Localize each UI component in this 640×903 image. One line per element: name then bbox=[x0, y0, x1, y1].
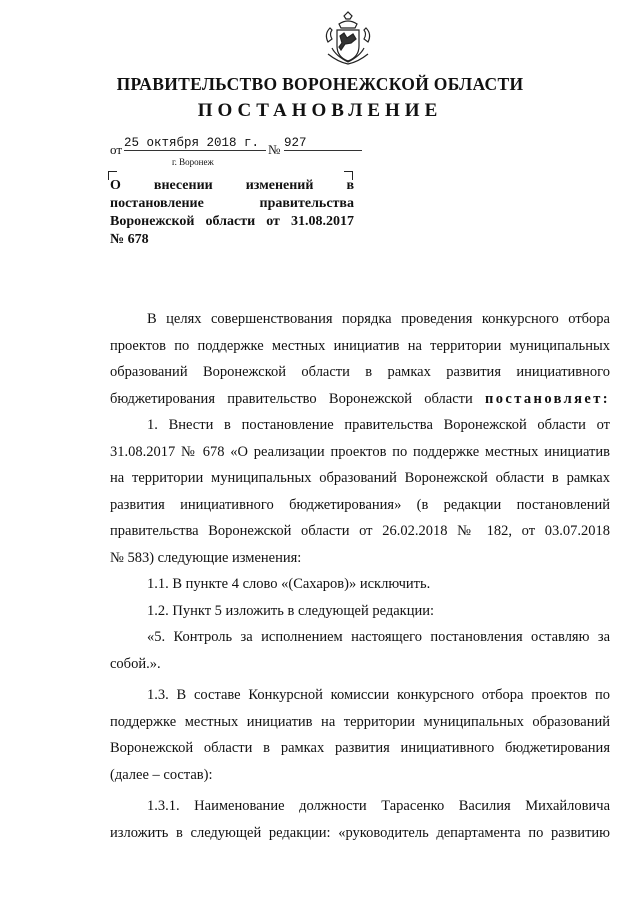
subject-line: постановление правительства bbox=[110, 196, 354, 211]
body-line: Воронежской области в рамках развития инициативного бюджетирования bbox=[110, 740, 610, 756]
body-line: 1. Внести в постановление правительства Воронежской области от bbox=[147, 417, 610, 433]
document-number: 927 bbox=[284, 136, 362, 151]
city-label: г. Воронеж bbox=[172, 157, 214, 167]
organization-title: ПРАВИТЕЛЬСТВО ВОРОНЕЖСКОЙ ОБЛАСТИ bbox=[116, 74, 524, 94]
date-number-line bbox=[110, 136, 370, 156]
body-line: собой.». bbox=[110, 655, 161, 672]
body-line: изложить в следующей редакции: «руководитель департамента по развитию bbox=[110, 824, 610, 841]
resolves-word: постановляет: bbox=[484, 390, 611, 407]
body-line: образований Воронежской области в рамках развития инициативного bbox=[110, 364, 610, 380]
preamble-end: бюджетирования правительство Воронежской области bbox=[110, 390, 473, 407]
body-line bbox=[110, 386, 610, 413]
coat-of-arms-emblem bbox=[322, 10, 374, 68]
subject-line: № 678 bbox=[110, 232, 149, 247]
number-prefix: № bbox=[268, 142, 281, 157]
body-line: 1.3. В составе Конкурсной комиссии конкурсного отбора проектов по bbox=[147, 687, 610, 703]
document-body bbox=[110, 306, 610, 846]
item-1-1: 1.1. В пункте 4 слово «(Сахаров)» исключить. bbox=[147, 576, 431, 592]
body-line: 31.08.2017 № 678 «О реализации проектов по поддержке местных инициатив bbox=[110, 443, 610, 460]
body-line: (далее – состав): bbox=[110, 766, 213, 783]
date-prefix: от bbox=[110, 142, 123, 157]
body-line: проектов по поддержке местных инициатив на территории муниципальных bbox=[110, 337, 610, 354]
subject-line: О внесении изменений в bbox=[110, 178, 354, 193]
body-line: 1.3.1. Наименование должности Тарасенко Василия Михайловича bbox=[147, 798, 610, 814]
item-1-2: 1.2. Пункт 5 изложить в следующей редакции: bbox=[147, 602, 435, 619]
document-date: 25 октября 2018 г. bbox=[124, 136, 266, 151]
body-line: В целях совершенствования порядка проведения конкурсного отбора bbox=[147, 311, 610, 327]
body-line: № 583) следующие изменения: bbox=[110, 549, 302, 566]
body-line: «5. Контроль за исполнением настоящего постановления оставляю за bbox=[147, 629, 610, 645]
body-line: поддержке местных инициатив на территории муниципальных образований bbox=[110, 713, 610, 730]
body-line: развития инициативного бюджетирования» (в редакции постановлений bbox=[110, 496, 610, 513]
document-subject bbox=[110, 177, 354, 249]
body-line: правительства Воронежской области от 26.02.2018 № 182, от 03.07.2018 bbox=[110, 523, 610, 539]
document-type-title: ПОСТАНОВЛЕНИЕ bbox=[197, 100, 443, 121]
subject-line: Воронежской области от 31.08.2017 bbox=[110, 214, 354, 229]
body-line: на территории муниципальных образований Воронежской области в рамках bbox=[110, 470, 610, 486]
